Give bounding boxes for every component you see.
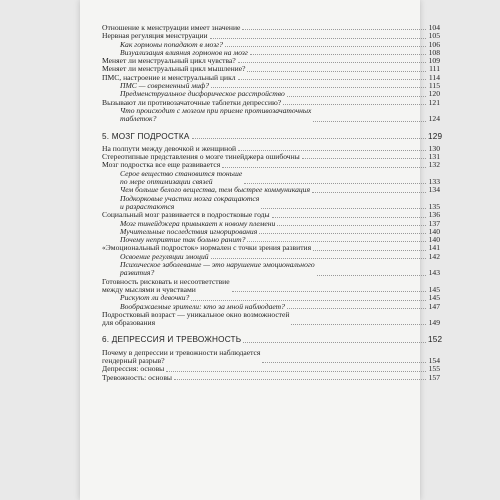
toc-entry-title: Мучительные последствия игнорирования: [102, 228, 259, 236]
toc-entry-title: Готовность рисковать и несоответствие между мыслями и чувствами: [102, 276, 230, 294]
toc-page-number: 121: [428, 97, 440, 107]
toc-entry-title: Что происходит с мозгом при приеме противозачаточных таблеток?: [102, 107, 313, 124]
toc-page-number: 141: [428, 243, 440, 253]
toc-entry: [102, 278, 440, 295]
dot-leader: [238, 62, 426, 63]
dot-leader: [243, 342, 426, 343]
dot-leader: [302, 158, 426, 159]
toc-entry-title: Меняет ли менструальный цикл мышление?: [102, 64, 246, 74]
dot-leader: [291, 324, 426, 325]
dot-leader: [313, 121, 426, 122]
toc-page-number: 124: [428, 114, 440, 124]
dot-leader: [211, 87, 426, 88]
toc-page-number: 145: [428, 284, 440, 294]
toc-entry-title: Психическое заболевание — это нарушение эмоционального развития?: [102, 261, 317, 278]
dot-leader: [210, 38, 426, 39]
toc-subentry: [102, 170, 440, 187]
toc-page-number: 137: [428, 218, 440, 228]
toc-subentry: [102, 195, 440, 212]
toc-entry-title: Серое вещество становится тоньше по мере оптимизации связей: [102, 170, 244, 187]
toc-entry-title: Меняет ли менструальный цикл чувства?: [102, 56, 236, 66]
dot-leader: [259, 233, 426, 234]
toc-entry-title: Почему в депрессии и тревожности наблюдается гендерный разрыв?: [102, 347, 261, 365]
dot-leader: [238, 79, 426, 80]
toc-entry-title: Визуализация влияния гормонов на мозг: [102, 49, 250, 57]
toc-page-number: 115: [428, 81, 440, 91]
toc-entry-title: Стереотипные представления о мозге тинейджера ошибочны: [102, 152, 300, 162]
toc-entry-title: 6. ДЕПРЕССИЯ И ТРЕВОЖНОСТЬ: [102, 335, 242, 345]
dot-leader: [277, 225, 426, 226]
toc-page-number: 114: [428, 72, 440, 82]
toc-entry-title: Воображаемые зрители: кто за мной наблюдает?: [102, 303, 287, 311]
dot-leader: [317, 275, 426, 276]
dot-leader: [238, 150, 426, 151]
toc-section-heading: [102, 335, 443, 345]
toc-page-number: 132: [428, 160, 440, 170]
toc-page-number: 140: [428, 235, 440, 245]
dot-leader: [244, 183, 426, 184]
dot-leader: [247, 241, 426, 242]
dot-leader: [174, 379, 426, 380]
toc-entry-title: На полпути между девочкой и женщиной: [102, 143, 237, 153]
toc-entry-title: «Эмоциональный подросток» нормален с точки зрения развития: [102, 243, 312, 253]
toc-page-number: 111: [429, 64, 440, 74]
toc-page-number: 142: [428, 251, 440, 261]
dot-leader: [287, 308, 426, 309]
toc-page-number: 130: [428, 143, 440, 153]
toc-page-number: 143: [428, 268, 440, 278]
toc-page-number: 109: [428, 56, 440, 66]
toc-page-number: 131: [428, 152, 440, 162]
dot-leader: [287, 96, 426, 97]
toc-page-number: 129: [428, 131, 443, 141]
toc-page-number: 145: [428, 293, 440, 303]
toc-entry-title: Освоение регуляции эмоций: [102, 253, 211, 261]
toc-entry-title: Вызывают ли противозачаточные таблетки депрессию?: [102, 97, 282, 107]
toc-page-number: 106: [428, 39, 440, 49]
toc-page-number: 147: [428, 301, 440, 311]
toc-entry: [102, 311, 440, 328]
toc-page-number: 154: [428, 355, 440, 365]
toc-entry-title: Мозг тинейджера привыкает к новому племени: [102, 220, 277, 228]
toc-entry-title: Отношение к менструации имеет значение: [102, 23, 241, 32]
book-page: [80, 0, 443, 500]
dot-leader: [232, 291, 426, 292]
toc-entry-title: Рискуют ли девочки?: [102, 294, 191, 302]
toc-page-number: 155: [428, 364, 440, 374]
dot-leader: [283, 104, 426, 105]
toc-entry-title: Тревожность: основы: [102, 372, 173, 382]
dot-leader: [166, 371, 426, 372]
toc-entry-title: ПМС — современный миф?: [102, 82, 211, 90]
table-of-contents: [102, 23, 443, 382]
dot-leader: [261, 208, 426, 209]
toc-page-number: 157: [428, 372, 440, 382]
toc-entry-title: Подкорковые участки мозга сокращаются и разрастаются: [102, 195, 261, 212]
section-gap: [102, 327, 440, 331]
dot-leader: [222, 167, 426, 168]
toc-page-number: 152: [428, 335, 443, 345]
toc-page-number: 140: [428, 226, 440, 236]
dot-leader: [313, 250, 426, 251]
toc-page-number: 149: [428, 318, 440, 328]
toc-entry-title: Депрессия: основы: [102, 364, 165, 374]
toc-page-number: 133: [428, 177, 440, 187]
toc-entry-title: Почему неприятие так больно ранит?: [102, 236, 247, 244]
dot-leader: [247, 71, 426, 72]
toc-entry-title: ПМС, настроение и менструальный цикл: [102, 72, 236, 82]
toc-page-number: 120: [428, 89, 440, 99]
toc-page-number: 105: [428, 31, 440, 41]
toc-entry-title: Социальный мозг развивается в подростковые годы: [102, 210, 270, 220]
toc-subentry: [102, 107, 440, 124]
toc-entry-title: Чем больше белого вещества, тем быстрее коммуникация: [102, 186, 312, 194]
toc-page-number: 135: [428, 201, 440, 211]
dot-leader: [242, 29, 426, 30]
toc-page-number: 136: [428, 210, 440, 220]
dot-leader: [192, 138, 427, 139]
dot-leader: [191, 300, 426, 301]
dot-leader: [262, 362, 426, 363]
toc-entry-title: Как гормоны попадают в мозг?: [102, 41, 225, 49]
toc-page-number: 134: [428, 185, 440, 195]
toc-entry-title: Нервная регуляция менструации: [102, 31, 208, 41]
toc-entry-title: Предменструальное дисфорическое расстройство: [102, 90, 287, 98]
toc-entry-title: 5. МОЗГ ПОДРОСТКА: [102, 131, 190, 141]
dot-leader: [211, 258, 426, 259]
dot-leader: [225, 46, 426, 47]
dot-leader: [312, 192, 426, 193]
toc-entry: [102, 349, 440, 366]
dot-leader: [250, 54, 426, 55]
dot-leader: [272, 217, 426, 218]
toc-page-number: 108: [428, 47, 440, 57]
toc-entry-title: Подростковый возраст — уникальное окно возможностей для образования: [102, 309, 290, 328]
toc-page-number: 104: [428, 23, 440, 32]
toc-subentry: [102, 261, 440, 278]
toc-entry-title: Мозг подростка все еще развивается: [102, 160, 221, 170]
toc-entry: [102, 374, 440, 382]
toc-section-heading: [102, 131, 443, 141]
section-gap: [102, 124, 440, 128]
